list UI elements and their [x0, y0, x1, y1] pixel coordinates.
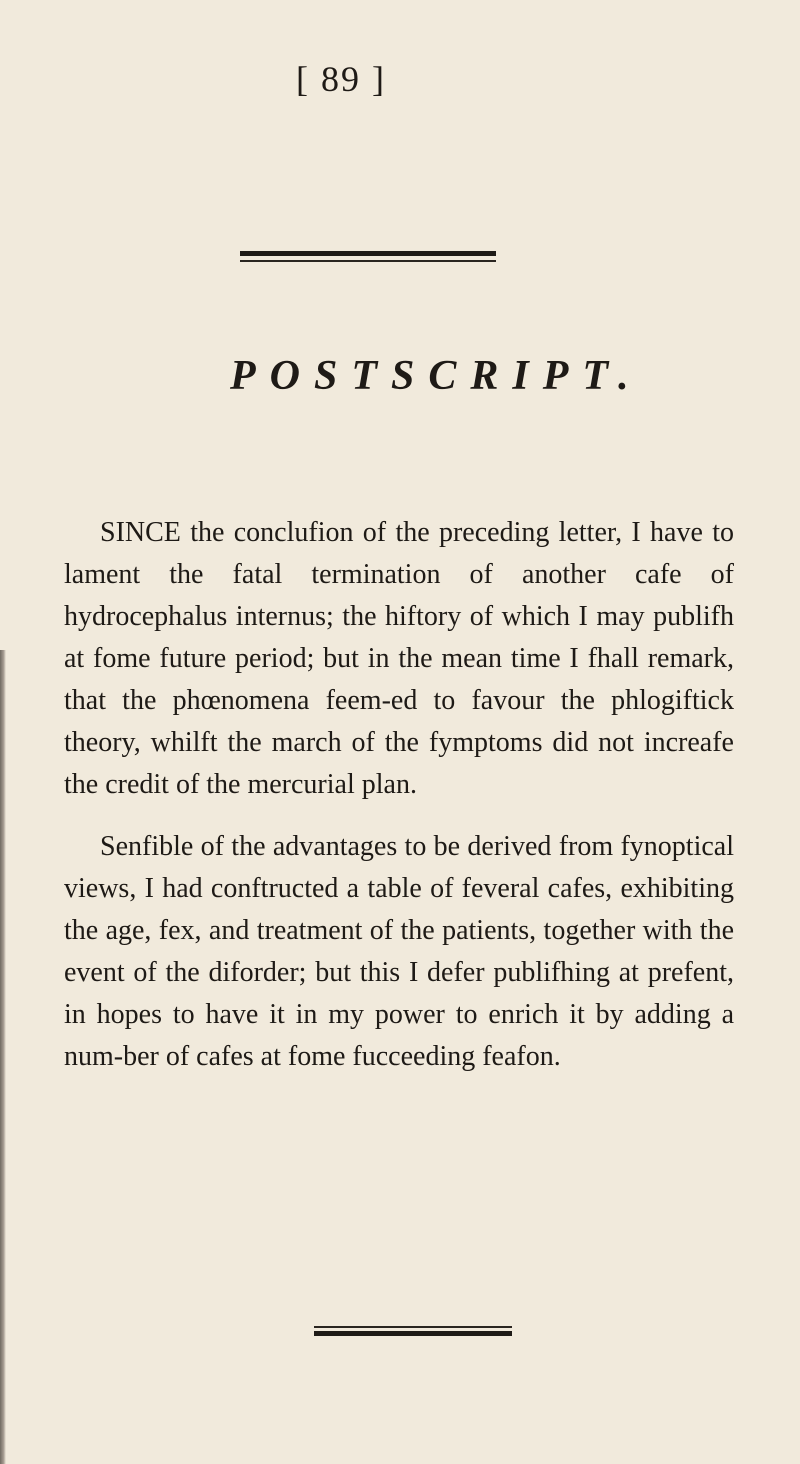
- page-left-edge-shadow: [0, 650, 6, 1464]
- paragraph-1: SINCE the conclufion of the preceding letter, I have to lament the fatal termination of another cafe of hydrocephalus internus; the hiftory of which I may publifh at fome future period; but in the mean time I fhall remark, that the phœnomena feem-ed to favour the phlogiftick theory, whilft the march of the fymptoms did not increafe the credit of the mercurial plan.: [64, 517, 734, 800]
- section-heading: POSTSCRIPT.: [230, 353, 643, 399]
- top-thin-rule: [240, 260, 496, 262]
- bottom-thin-rule: [314, 1326, 512, 1328]
- page-number: [ 89 ]: [296, 59, 386, 99]
- paragraph-2: Senfible of the advantages to be derived from fynoptical views, I had conftructed a table of feveral cafes, exhibiting the age, fex, and treatment of the patients, together with the event of the diforder; but this I defer publifhing at prefent, in hopes to have it in my power to enrich it by adding a num-ber of cafes at fome fucceeding feafon.: [64, 831, 734, 1072]
- bottom-thick-rule: [314, 1331, 512, 1336]
- top-thick-rule: [240, 251, 496, 256]
- body-text: [64, 512, 734, 1078]
